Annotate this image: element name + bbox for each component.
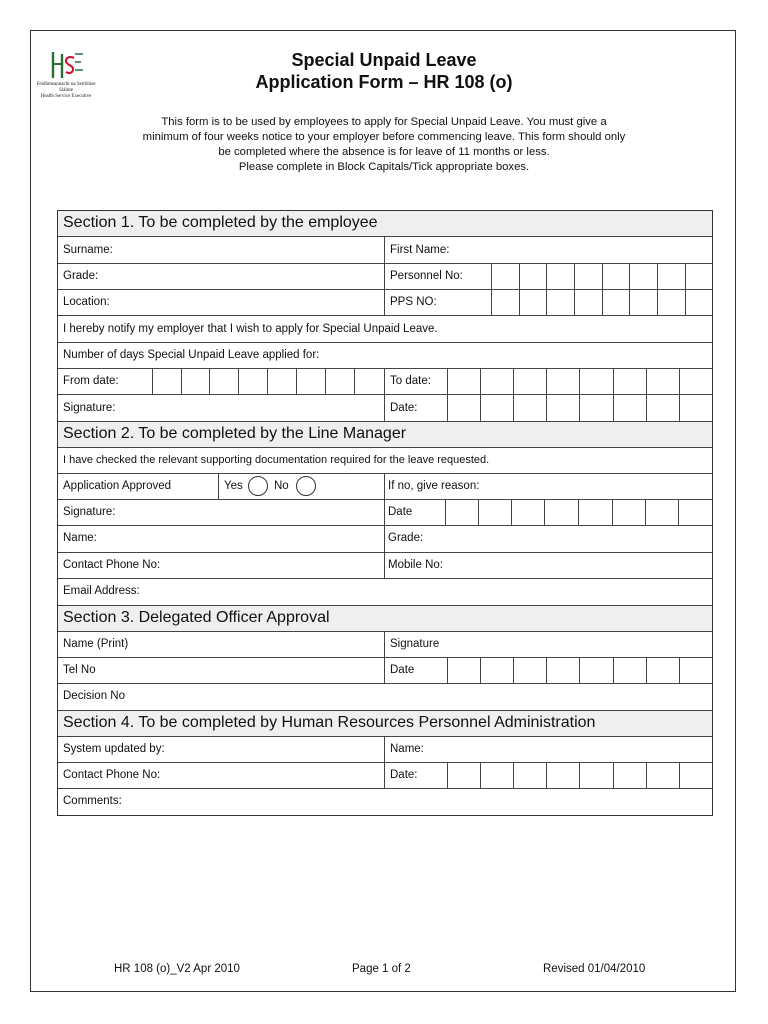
- from-date-label: From date:: [63, 375, 119, 387]
- officer-tel-label: Tel No: [63, 664, 96, 676]
- footer-page-number: Page 1 of 2: [352, 963, 411, 975]
- no-label: No: [274, 480, 289, 492]
- officer-date-label: Date: [390, 664, 415, 676]
- footer-form-version: HR 108 (o)_V2 Apr 2010: [114, 963, 240, 975]
- hr-date-label: Date:: [390, 769, 418, 781]
- manager-date-label: Date: [388, 506, 413, 518]
- intro-line: minimum of four weeks notice to your employer before commencing leave. This form should only: [142, 131, 626, 143]
- application-approved-label: Application Approved: [63, 480, 172, 492]
- manager-email-label: Email Address:: [63, 585, 140, 597]
- hr-name-label: Name:: [390, 743, 424, 755]
- first-name-label: First Name:: [390, 244, 450, 256]
- grade-label: Grade:: [63, 270, 99, 282]
- intro-text: [100, 115, 668, 175]
- yes-checkbox[interactable]: [248, 476, 268, 496]
- application-form-grid: [57, 210, 713, 816]
- form-subtitle: Application Form – HR 108 (o): [255, 72, 513, 92]
- manager-phone-label: Contact Phone No:: [63, 559, 161, 571]
- manager-signature-label: Signature:: [63, 506, 116, 518]
- personnel-no-label: Personnel No:: [390, 270, 463, 282]
- location-label: Location:: [63, 296, 110, 308]
- intro-line: be completed where the absence is for leave of 11 months or less.: [218, 146, 550, 158]
- comments-label: Comments:: [63, 795, 122, 807]
- manager-name-label: Name:: [63, 532, 97, 544]
- yes-label: Yes: [224, 480, 243, 492]
- section2-heading: Section 2. To be completed by the Line Manager: [63, 425, 407, 442]
- to-date-label: To date:: [390, 375, 431, 387]
- logo-text-irish: Feidhmeannacht na Seirbhíse Sláinte: [36, 82, 96, 93]
- logo-text-english: Health Service Executive: [40, 94, 92, 99]
- surname-label: Surname:: [63, 244, 113, 256]
- no-checkbox[interactable]: [296, 476, 316, 496]
- officer-signature-label: Signature: [390, 638, 440, 650]
- num-days-label: Number of days Special Unpaid Leave applied for:: [63, 349, 320, 361]
- form-title: Special Unpaid Leave: [291, 50, 477, 70]
- section1-heading: Section 1. To be completed by the employee: [63, 214, 378, 231]
- intro-line: Please complete in Block Capitals/Tick appropriate boxes.: [238, 161, 530, 173]
- employee-date-label: Date:: [390, 402, 418, 414]
- section3-heading: Section 3. Delegated Officer Approval: [63, 609, 330, 626]
- manager-mobile-label: Mobile No:: [388, 559, 443, 571]
- reason-label: If no, give reason:: [388, 480, 480, 492]
- pps-no-label: PPS NO:: [390, 296, 437, 308]
- hr-phone-label: Contact Phone No:: [63, 769, 161, 781]
- footer-revised-date: Revised 01/04/2010: [543, 963, 646, 975]
- intro-line: This form is to be used by employees to apply for Special Unpaid Leave. You must give a: [161, 116, 607, 128]
- notify-statement: I hereby notify my employer that I wish to apply for Special Unpaid Leave.: [63, 323, 438, 335]
- manager-grade-label: Grade:: [388, 532, 424, 544]
- section4-heading: Section 4. To be completed by Human Resources Personnel Administration: [63, 714, 596, 731]
- system-updated-label: System updated by:: [63, 743, 165, 755]
- documentation-checked-statement: I have checked the relevant supporting documentation required for the leave requested.: [63, 454, 490, 466]
- decision-no-label: Decision No: [63, 690, 125, 702]
- officer-name-label: Name (Print): [63, 638, 129, 650]
- employee-signature-label: Signature:: [63, 402, 116, 414]
